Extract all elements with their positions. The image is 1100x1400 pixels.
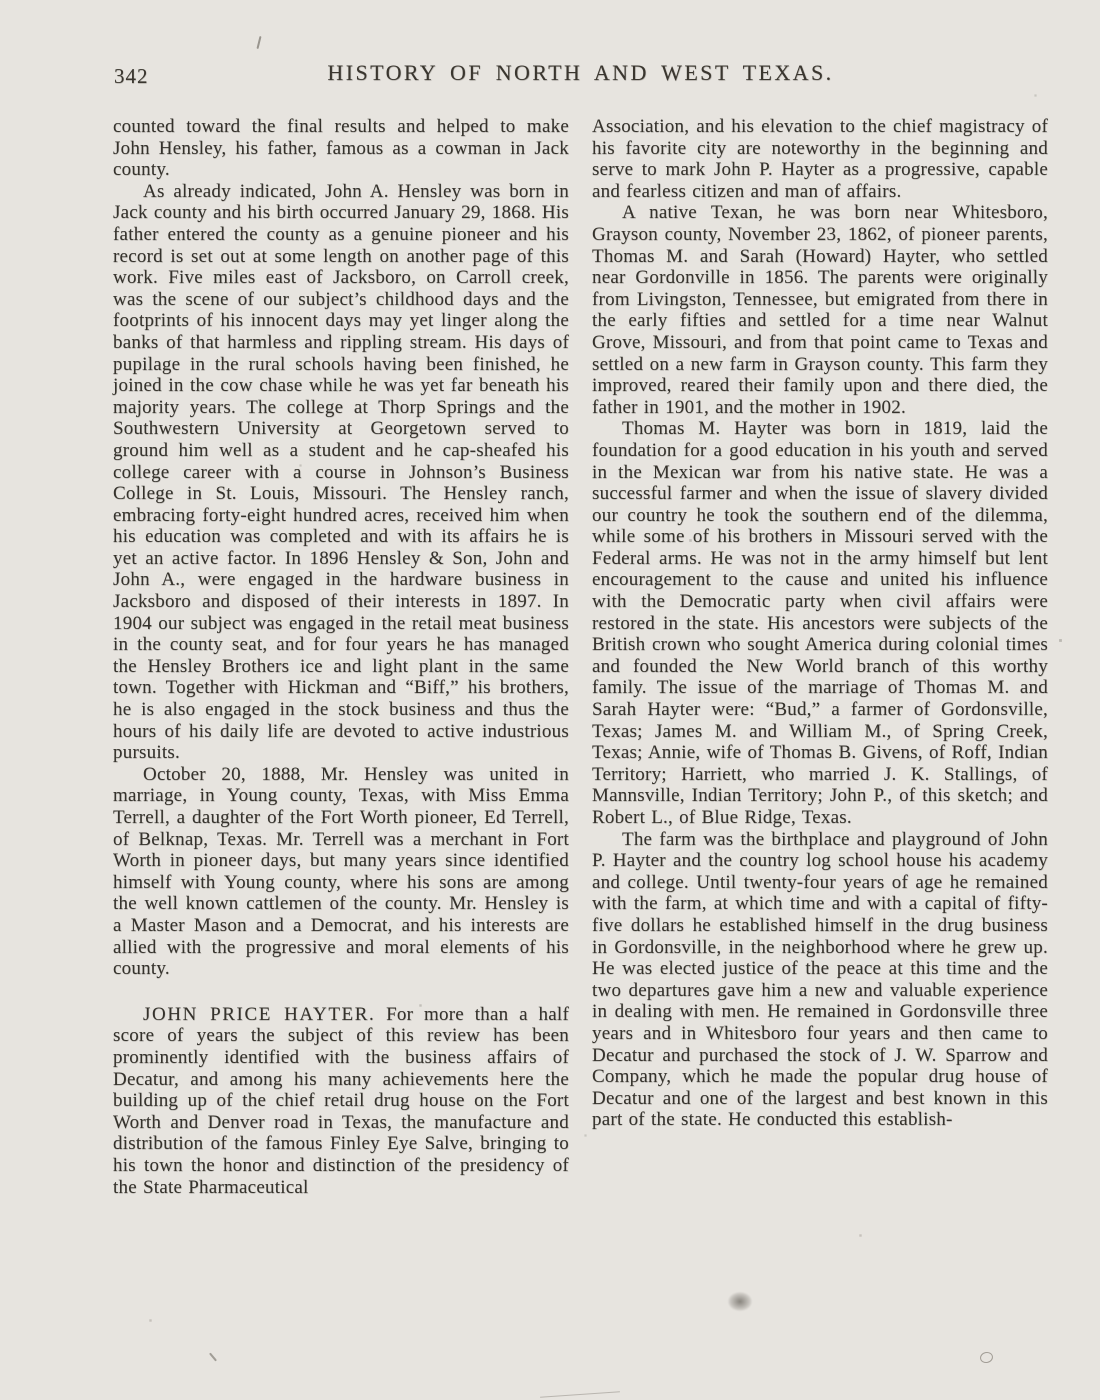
right-column	[592, 116, 1048, 1198]
thomas-hayter-paragraph: Thomas M. Hayter was born in 1819, laid the foundation for a good education in his youth and served in the Mexican war from his native state. He was a successful farmer and when the issue of slavery divided our country he took the southern end of the dilemma, while some of his brothers in Missouri served with the Federal arms. He was not in the army himself but lent encouragement to the cause and united his influence with the Democratic party when civil affairs were restored in the state. His ancestors were subjects of the British crown who sought America during colonial times and founded the New World branch of this worthy family. The issue of the marriage of Thomas M. and Sarah Hayter were: “Bud,” a farmer of Gordonsville, Texas; James M. and William M., of Spring Creek, Texas; Annie, wife of Thomas B. Givens, of Roff, Indian Territory; Harriett, who married J. K. Stallings, of Mannsville, Indian Territory; John P., of this sketch; and Robert L., of Blue Ridge, Texas.	[592, 418, 1048, 828]
left-column	[113, 116, 569, 1198]
ring-mark-artifact	[979, 1351, 994, 1364]
page-number: 342	[114, 64, 149, 88]
page-header	[113, 60, 1048, 92]
article-opening-text: For more than a half score of years the subject of this review has been prominently identified with the business affairs of Decatur, and among his many achievements here the building up of the chief retail drug house on the Fort Worth and Denver road in Texas, the manufacture and distribution of the famous Finley Eye Salve, bringing to his town the honor and distinction of the presidency of the State Pharmaceutical	[113, 1003, 569, 1198]
stray-mark-artifact	[256, 36, 261, 49]
hayter-career-paragraph: The farm was the birthplace and playground of John P. Hayter and the country log school house his academy and college. Until twenty-four years of age he remained with the farm, at which time and with a capital of fifty-five dollars he established himself in the drug business in Gordonsville, in the neighborhood where he grew up. He was elected justice of the peace at this time and the two departures gave him a new and valuable experience in dealing with men. He remained in Gordonsville three years and in Whitesboro four years and then came to Decatur and purchased the stock of J. W. Sparrow and Company, which he made the popular drug house of Decatur and one of the largest and best known in this part of the state. He conducted this establish-	[592, 828, 1048, 1131]
hayter-parents-paragraph: A native Texan, he was born near Whitesboro, Grayson county, November 23, 1862, of pioneer parents, Thomas M. and Sarah (Howard) Hayter, who settled near Gordonville in 1856. The parents were originally from Livingston, Tennessee, but emigrated from there in the early fifties and settled for a time near Walnut Grove, Missouri, and from that point came to Texas and settled on a new farm in Grayson county. This farm they improved, reared their family upon and there died, the father in 1901, and the mother in 1902.	[592, 202, 1048, 418]
scan-speck-layer	[0, 0, 1, 1]
hayter-article-start-paragraph	[113, 1004, 569, 1198]
article-heading: JOHN PRICE HAYTER.	[143, 1003, 376, 1025]
running-title: HISTORY OF NORTH AND WEST TEXAS.	[327, 60, 834, 85]
text-columns	[113, 116, 1048, 1198]
stray-mark-artifact	[209, 1353, 217, 1362]
ink-smudge-artifact	[728, 1292, 752, 1311]
continued-paragraph: counted toward the final results and helped to make John Hensley, his father, famous as a cowman in Jack county.	[113, 116, 569, 181]
continued-paragraph: Association, and his elevation to the chief magistracy of his favorite city are noteworthy in the beginning and serve to mark John P. Hayter as a progressive, capable and fearless citizen and man of affairs.	[592, 116, 1048, 202]
hensley-marriage-paragraph: October 20, 1888, Mr. Hensley was united in marriage, in Young county, Texas, with Miss Emma Terrell, a daughter of the Fort Worth pioneer, Ed Terrell, of Belknap, Texas. Mr. Terrell was a merchant in Fort Worth in pioneer days, but many years since identified himself with Young county, where his sons are among the well known cattlemen of the county. Mr. Hensley is a Master Mason and a Democrat, and his interests are allied with the progressive and moral elements of his county.	[113, 763, 569, 980]
paper-crease-artifact	[540, 1391, 620, 1398]
hensley-biography-paragraph: As already indicated, John A. Hensley was born in Jack county and his birth occurred January 29, 1868. His father entered the county as a genuine pioneer and his record is set out at some length on another page of this work. Five miles east of Jacksboro, on Carroll creek, was the scene of our subject’s childhood days and the footprints of his innocent days may yet linger along the banks of that harmless and rippling stream. His days of pupilage in the rural schools having been finished, he joined in the cow chase while he was yet far beneath his majority years. The college at Thorp Springs and the Southwestern University at Georgetown served to ground him well as a student and he cap-sheafed his college career with a course in Johnson’s Business College in St. Louis, Missouri. The Hensley ranch, embracing forty-eight hundred acres, received him when his education was completed and with its affairs he is yet an active factor. In 1896 Hensley & Son, John and John A., were engaged in the hardware business in Jacksboro and disposed of their interests in 1897. In 1904 our subject was engaged in the retail meat business in the county seat, and for four years he has managed the Hensley Brothers ice and light plant in the same town. Together with Hickman and “Biff,” his brothers, he is also engaged in the stock business and thus the hours of his daily life are devoted to active industrious pursuits.	[113, 180, 569, 764]
